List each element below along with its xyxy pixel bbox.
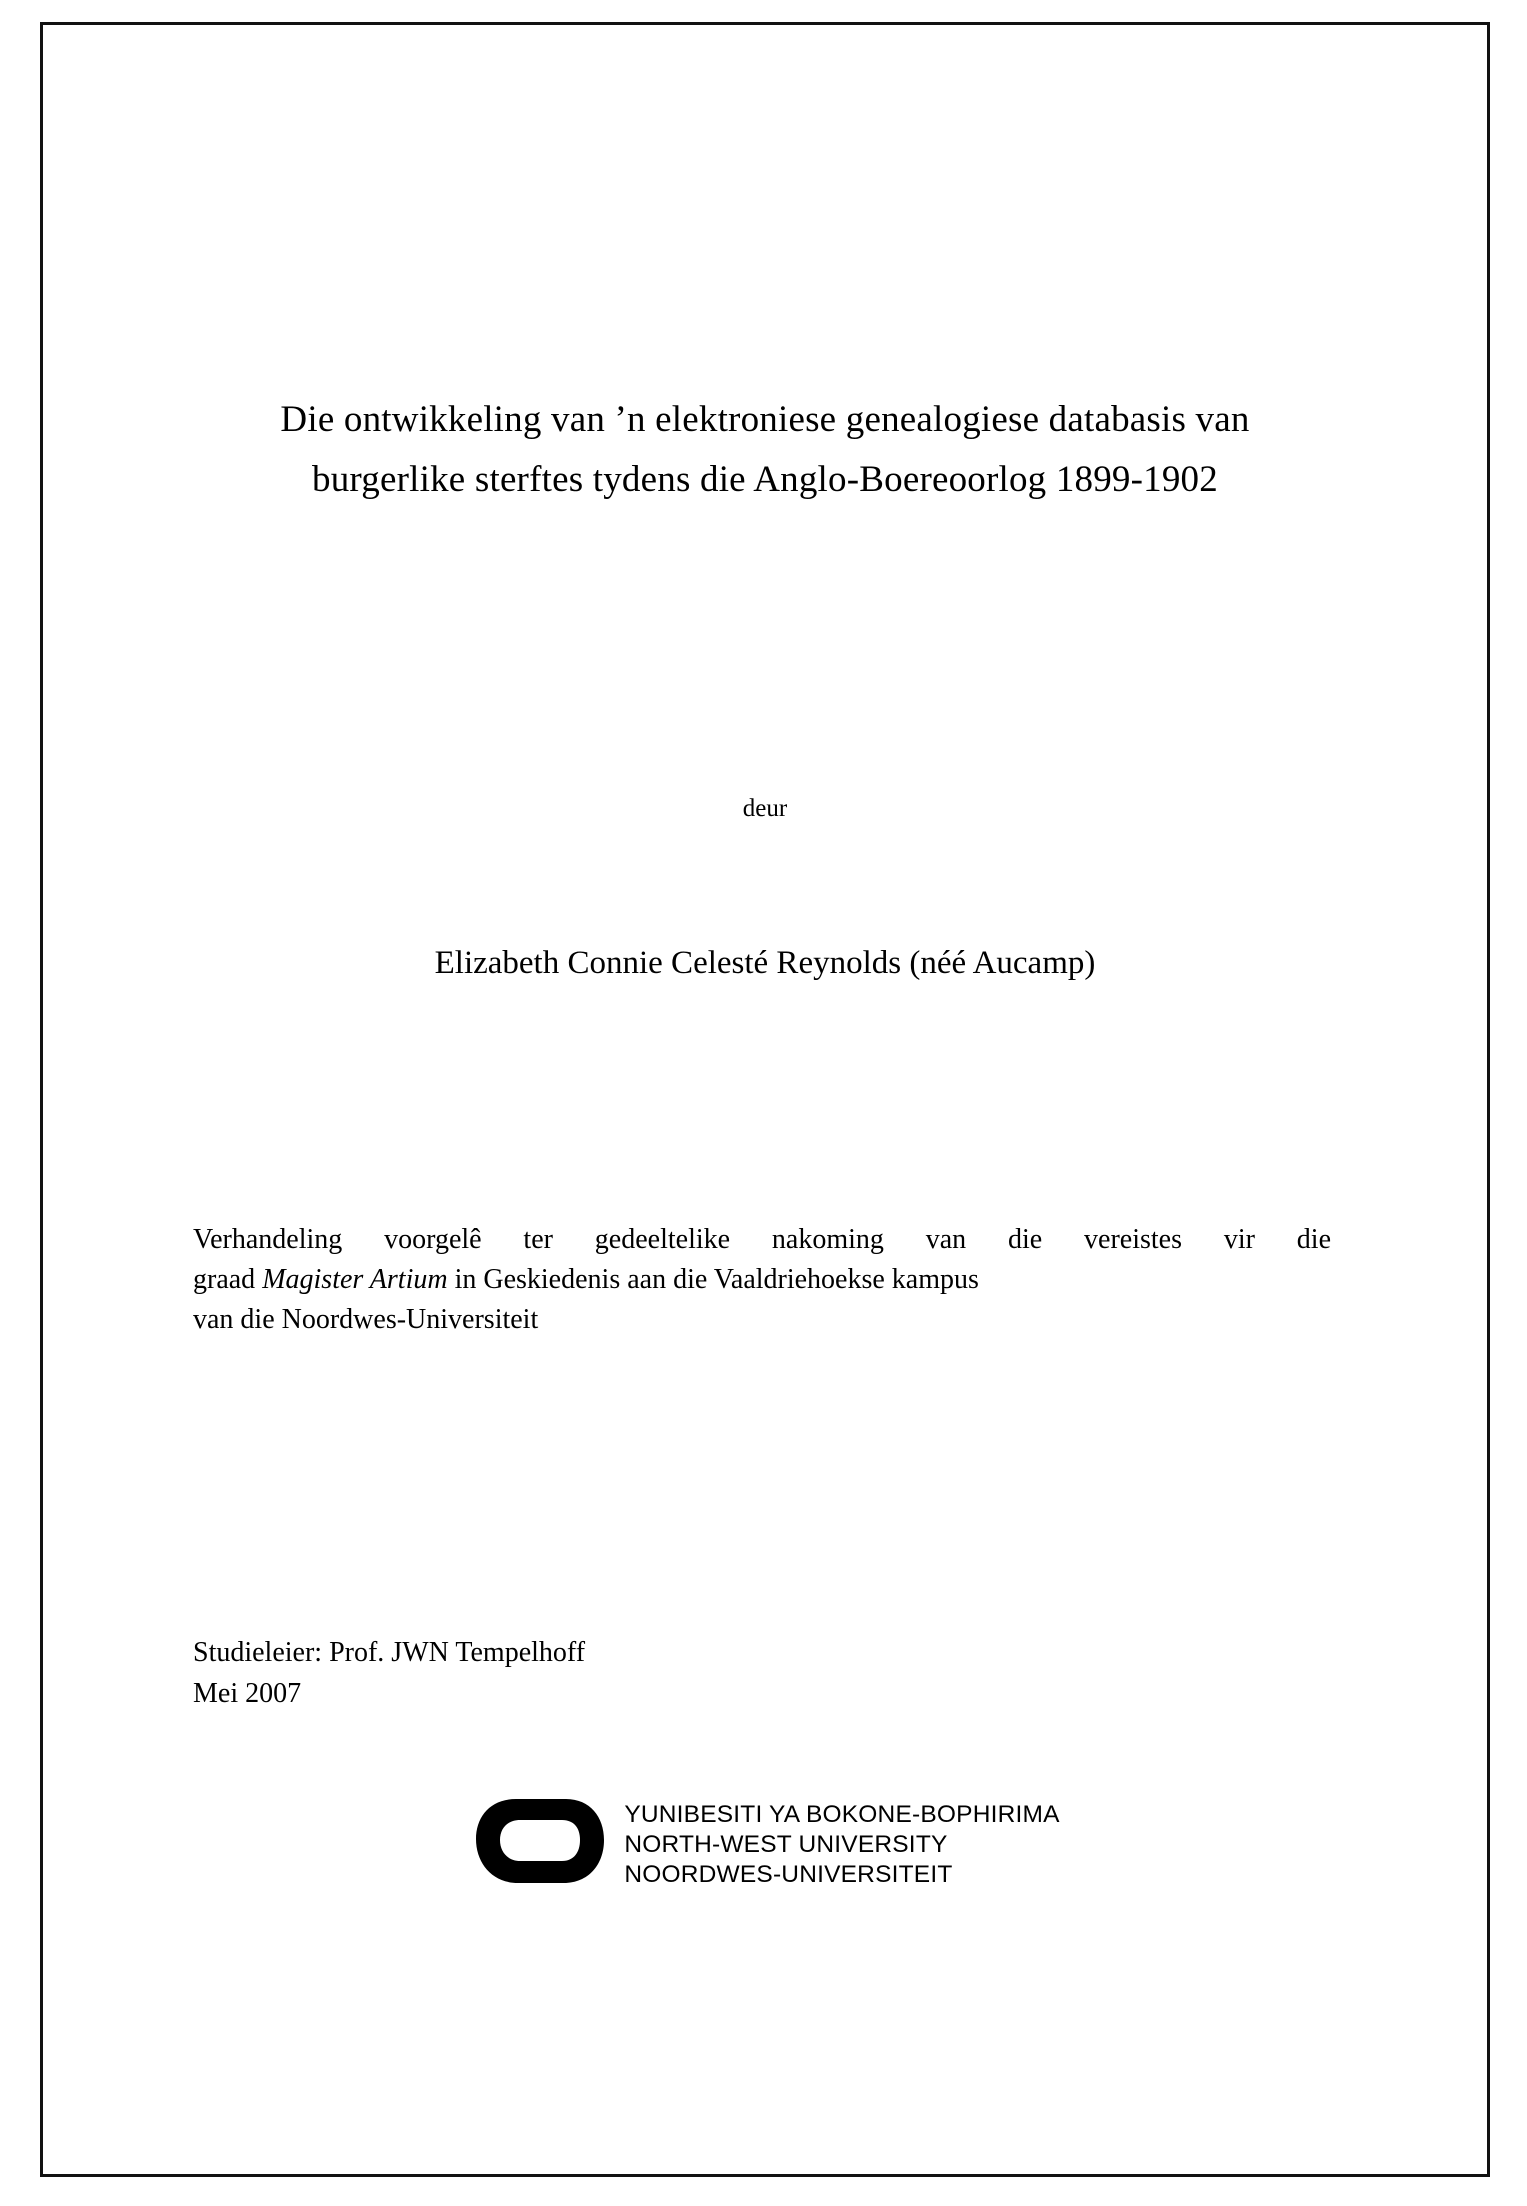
degree-statement-line-3: van die Noordwes-Universiteit bbox=[193, 1303, 539, 1335]
page-inner bbox=[53, 35, 1477, 2164]
by-label: deur bbox=[742, 795, 788, 822]
university-logo-block bbox=[193, 1795, 1337, 1895]
logo-text-line-1: YUNIBESITI YA BOKONE-BOPHIRIMA bbox=[624, 1801, 1060, 1829]
title-line-2: burgerlike sterftes tydens die Anglo-Boereoorlog 1899-1902 bbox=[312, 458, 1218, 500]
supervisor-block bbox=[193, 1633, 585, 1714]
degree-statement-line-2-pre: graad bbox=[193, 1263, 263, 1295]
title-page-content bbox=[193, 35, 1337, 2164]
university-logo-text bbox=[624, 1800, 1059, 1890]
degree-statement bbox=[193, 1220, 1331, 1339]
north-west-university-logo-icon bbox=[470, 1795, 610, 1895]
logo-text-line-2: NORTH-WEST UNIVERSITY bbox=[624, 1831, 948, 1859]
scanned-page-frame bbox=[40, 22, 1490, 2177]
logo-text-line-3: NOORDWES-UNIVERSITEIT bbox=[624, 1860, 953, 1888]
submission-date: Mei 2007 bbox=[193, 1677, 302, 1709]
degree-name-italic: Magister Artium bbox=[262, 1263, 448, 1295]
degree-statement-line-2-post: in Geskiedenis aan die Vaaldriehoekse kampus bbox=[447, 1263, 979, 1295]
degree-statement-line-2 bbox=[193, 1260, 1331, 1300]
title-line-1: Die ontwikkeling van ’n elektroniese genealogiese databasis van bbox=[280, 399, 1250, 440]
supervisor-name: Studieleier: Prof. JWN Tempelhoff bbox=[193, 1637, 586, 1668]
degree-statement-line-1: Verhandeling voorgelê ter gedeeltelike nakoming van die vereistes vir die bbox=[193, 1224, 1331, 1255]
page-title bbox=[193, 390, 1337, 510]
author-name: Elizabeth Connie Celesté Reynolds (néé Aucamp) bbox=[434, 945, 1096, 981]
